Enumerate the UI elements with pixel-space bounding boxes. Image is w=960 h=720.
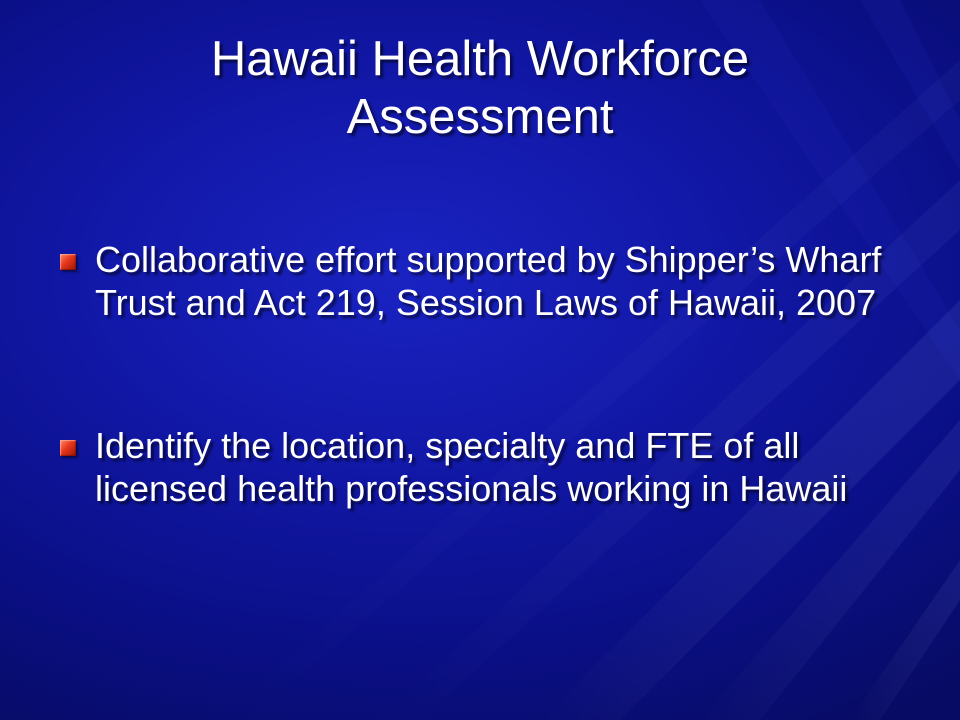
bullet-list	[58, 238, 918, 510]
bullet-text: Identify the location, specialty and FTE of all licensed health professionals working in Hawaii	[95, 425, 848, 509]
red-square-bullet-icon	[60, 440, 76, 456]
bullet-item-collaborative-effort	[58, 238, 918, 324]
bullet-text: Collaborative effort supported by Shipper’s Wharf Trust and Act 219, Session Laws of Hawaii, 2007	[95, 239, 882, 323]
bullet-item-identify-location	[58, 424, 918, 510]
red-square-bullet-icon	[60, 254, 76, 270]
slide-title: Hawaii Health Workforce Assessment	[210, 32, 750, 144]
